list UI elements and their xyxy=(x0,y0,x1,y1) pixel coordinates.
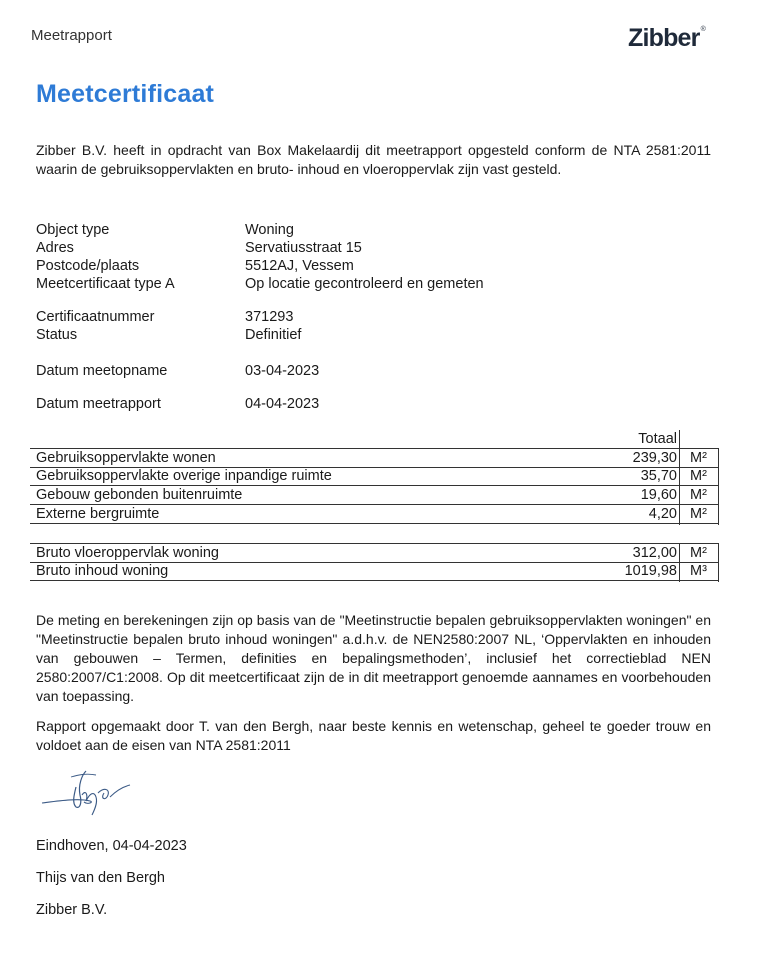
logo-text: Zibber xyxy=(628,24,700,52)
company-name: Zibber B.V. xyxy=(36,902,108,918)
row-label: Externe bergruimte xyxy=(36,506,160,522)
row-unit: M² xyxy=(690,506,707,522)
row-unit: M³ xyxy=(690,563,707,579)
row-label: Gebruiksoppervlakte overige inpandige ruimte xyxy=(36,468,332,484)
info-label: Certificaatnummer xyxy=(36,309,155,325)
registered-mark: ® xyxy=(700,26,705,33)
table-row xyxy=(30,562,719,581)
column-divider xyxy=(679,543,680,582)
place-date: Eindhoven, 04-04-2023 xyxy=(36,838,187,854)
info-value: Woning xyxy=(245,222,294,238)
row-value: 19,60 xyxy=(640,487,677,503)
handwritten-signature xyxy=(38,765,138,822)
column-header-totaal: Totaal xyxy=(638,431,677,447)
table-row xyxy=(30,543,719,563)
column-divider xyxy=(679,430,680,525)
conclusion-paragraph: De meting en berekeningen zijn op basis van de "Meetinstructie bepalen gebruiksoppervlakten woningen" en "Meetinstructie bepalen bruto inhoud woningen" a.d.h.v. de NEN2580:2007 NL, ‘Oppervlakten en inhouden van gebouwen – Termen, definities en bepalingsmethoden’, inclusief het correctieblad NEN 2580:2007/C1:2008. Op dit meetcertificaat zijn de in dit meetrapport genoemde aannames en voorbehouden van toepassing. xyxy=(36,612,711,704)
info-label: Datum meetrapport xyxy=(36,396,161,412)
column-divider xyxy=(718,448,719,525)
info-value: 03-04-2023 xyxy=(245,363,320,379)
row-unit: M² xyxy=(690,487,707,503)
row-label: Gebouw gebonden buitenruimte xyxy=(36,487,243,503)
info-value: 5512AJ, Vessem xyxy=(245,258,354,274)
row-value: 35,70 xyxy=(640,468,677,484)
table-row xyxy=(30,448,719,468)
author-statement: Rapport opgemaakt door T. van den Bergh, naar beste kennis en wetenschap, geheel te goeder trouw en voldoet aan de eisen van NTA 2581:2011 xyxy=(36,718,711,753)
row-value: 239,30 xyxy=(632,450,677,466)
intro-paragraph: Zibber B.V. heeft in opdracht van Box Makelaardij dit meetrapport opgesteld conform de NTA 2581:2011 waarin de gebruiksoppervlakten en bruto- inhoud en vloeroppervlak zijn vast gesteld. xyxy=(36,142,711,177)
row-label: Bruto vloeroppervlak woning xyxy=(36,545,219,561)
page-title: Meetcertificaat xyxy=(36,80,215,108)
info-value: Op locatie gecontroleerd en gemeten xyxy=(245,276,484,292)
row-value: 1019,98 xyxy=(624,563,677,579)
zibber-logo xyxy=(628,24,705,53)
info-label: Status xyxy=(36,327,78,343)
info-value: Servatiusstraat 15 xyxy=(245,240,362,256)
signer-name: Thijs van den Bergh xyxy=(36,870,165,886)
table-row xyxy=(30,486,719,505)
info-label: Datum meetopname xyxy=(36,363,168,379)
info-label: Postcode/plaats xyxy=(36,258,140,274)
header-label: Meetrapport xyxy=(31,27,112,44)
info-label: Object type xyxy=(36,222,110,238)
row-value: 312,00 xyxy=(632,545,677,561)
row-unit: M² xyxy=(690,450,707,466)
column-divider xyxy=(718,543,719,582)
row-value: 4,20 xyxy=(648,506,677,522)
row-label: Bruto inhoud woning xyxy=(36,563,169,579)
row-unit: M² xyxy=(690,545,707,561)
info-value: 04-04-2023 xyxy=(245,396,320,412)
info-value: 371293 xyxy=(245,309,294,325)
info-label: Adres xyxy=(36,240,74,256)
table-row xyxy=(30,505,719,524)
row-unit: M² xyxy=(690,468,707,484)
table-row xyxy=(30,467,719,486)
info-value: Definitief xyxy=(245,327,302,343)
row-label: Gebruiksoppervlakte wonen xyxy=(36,450,216,466)
info-label: Meetcertificaat type A xyxy=(36,276,175,292)
